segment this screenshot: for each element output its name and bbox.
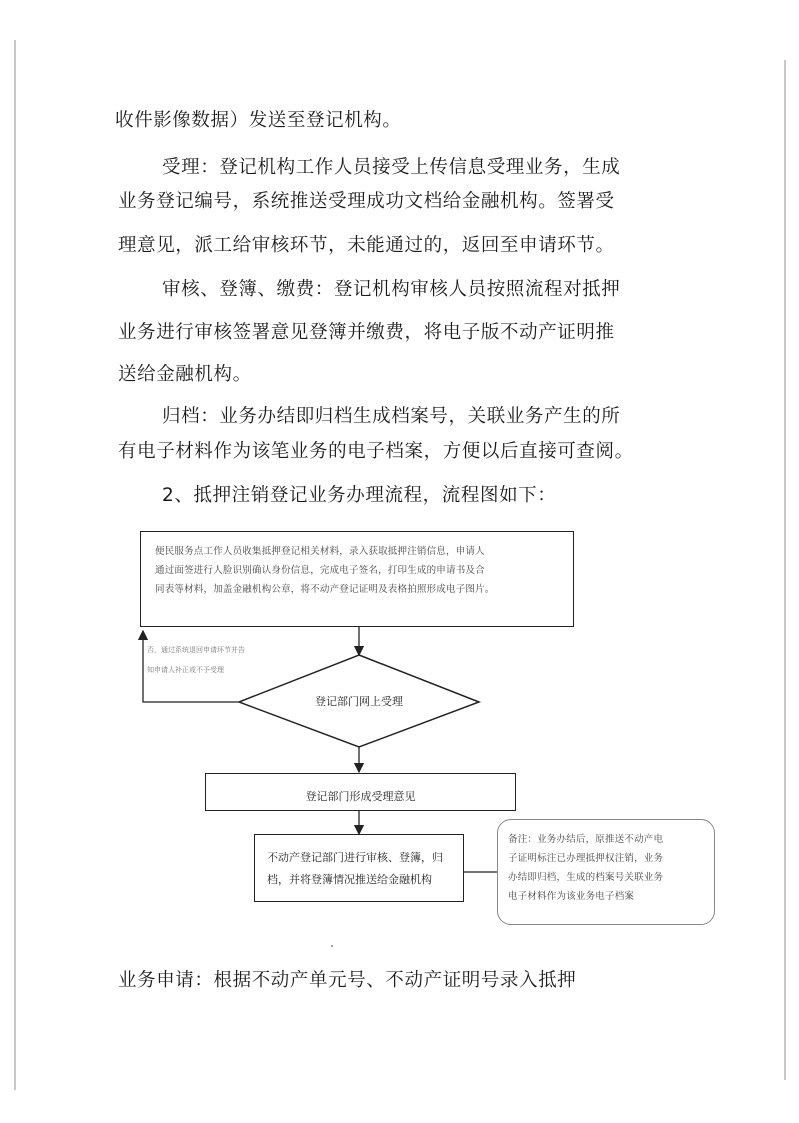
flow-note-box	[497, 819, 715, 925]
decision-label: 登记部门网上受理	[315, 695, 403, 708]
step2-label: 登记部门形成受理意见	[305, 790, 416, 803]
paragraph-line-10: 2、抵押注销登记业务办理流程，流程图如下：	[162, 485, 557, 506]
paragraph-footer-line: 业务申请：根据不动产单元号、不动产证明号录入抵押	[118, 970, 577, 991]
paragraph-line-7: 送给金融机构。	[118, 364, 252, 385]
note-line-2: 子证明标注已办理抵押权注销，业务	[508, 853, 664, 864]
paragraph-line-5: 审核、登簿、缴费：登记机构审核人员按照流程对抵押	[162, 279, 621, 300]
flow-step-acceptance-opinion	[205, 773, 516, 811]
step3-line-2: 档，并将登簿情况推送给金融机构	[267, 873, 432, 886]
note-line-1: 备注：业务办结后，原推送不动产电	[508, 834, 664, 845]
scan-speck	[331, 945, 333, 947]
paragraph-line-3: 业务登记编号，系统推送受理成功文档给金融机构。签署受	[118, 191, 615, 212]
flow-step-review-register	[254, 834, 464, 902]
paragraph-line-6: 业务进行审核签署意见登簿并缴费，将电子版不动产证明推	[118, 322, 615, 343]
reject-note-line-2: 知申请人补正或不予受理	[147, 666, 224, 674]
step3-line-1: 不动产登记部门进行审核、登簿，归	[267, 851, 443, 864]
paragraph-line-9: 有电子材料作为该笔业务的电子档案，方便以后直接可查阅。	[118, 441, 634, 462]
note-line-4: 电子材料作为该业务电子档案	[508, 891, 635, 902]
paragraph-line-1: 收件影像数据）发送至登记机构。	[115, 110, 402, 131]
reject-note	[147, 640, 245, 680]
step1-line-2: 通过面签进行人脸识别确认身份信息，完成电子签名，打印生成的申请书及合	[155, 565, 485, 576]
flow-step-collect-materials	[140, 531, 574, 627]
reject-note-line-1: 否，通过系统退回申请环节并告	[147, 646, 245, 654]
note-line-3: 办结即归档，生成的档案号关联业务	[508, 872, 664, 883]
step1-line-1: 便民服务点工作人员收集抵押登记相关材料，录入获取抵押注销信息，申请人	[155, 546, 485, 557]
paragraph-line-2: 受理：登记机构工作人员接受上传信息受理业务，生成	[162, 157, 621, 178]
paragraph-line-8: 归档：业务办结即归档生成档案号，关联业务产生的所	[162, 406, 621, 427]
step1-line-3: 同表等材料，加盖金融机构公章，将不动产登记证明及表格拍照形成电子图片。	[155, 584, 495, 595]
paragraph-line-4: 理意见，派工给审核环节，未能通过的，返回至申请环节。	[118, 235, 615, 256]
